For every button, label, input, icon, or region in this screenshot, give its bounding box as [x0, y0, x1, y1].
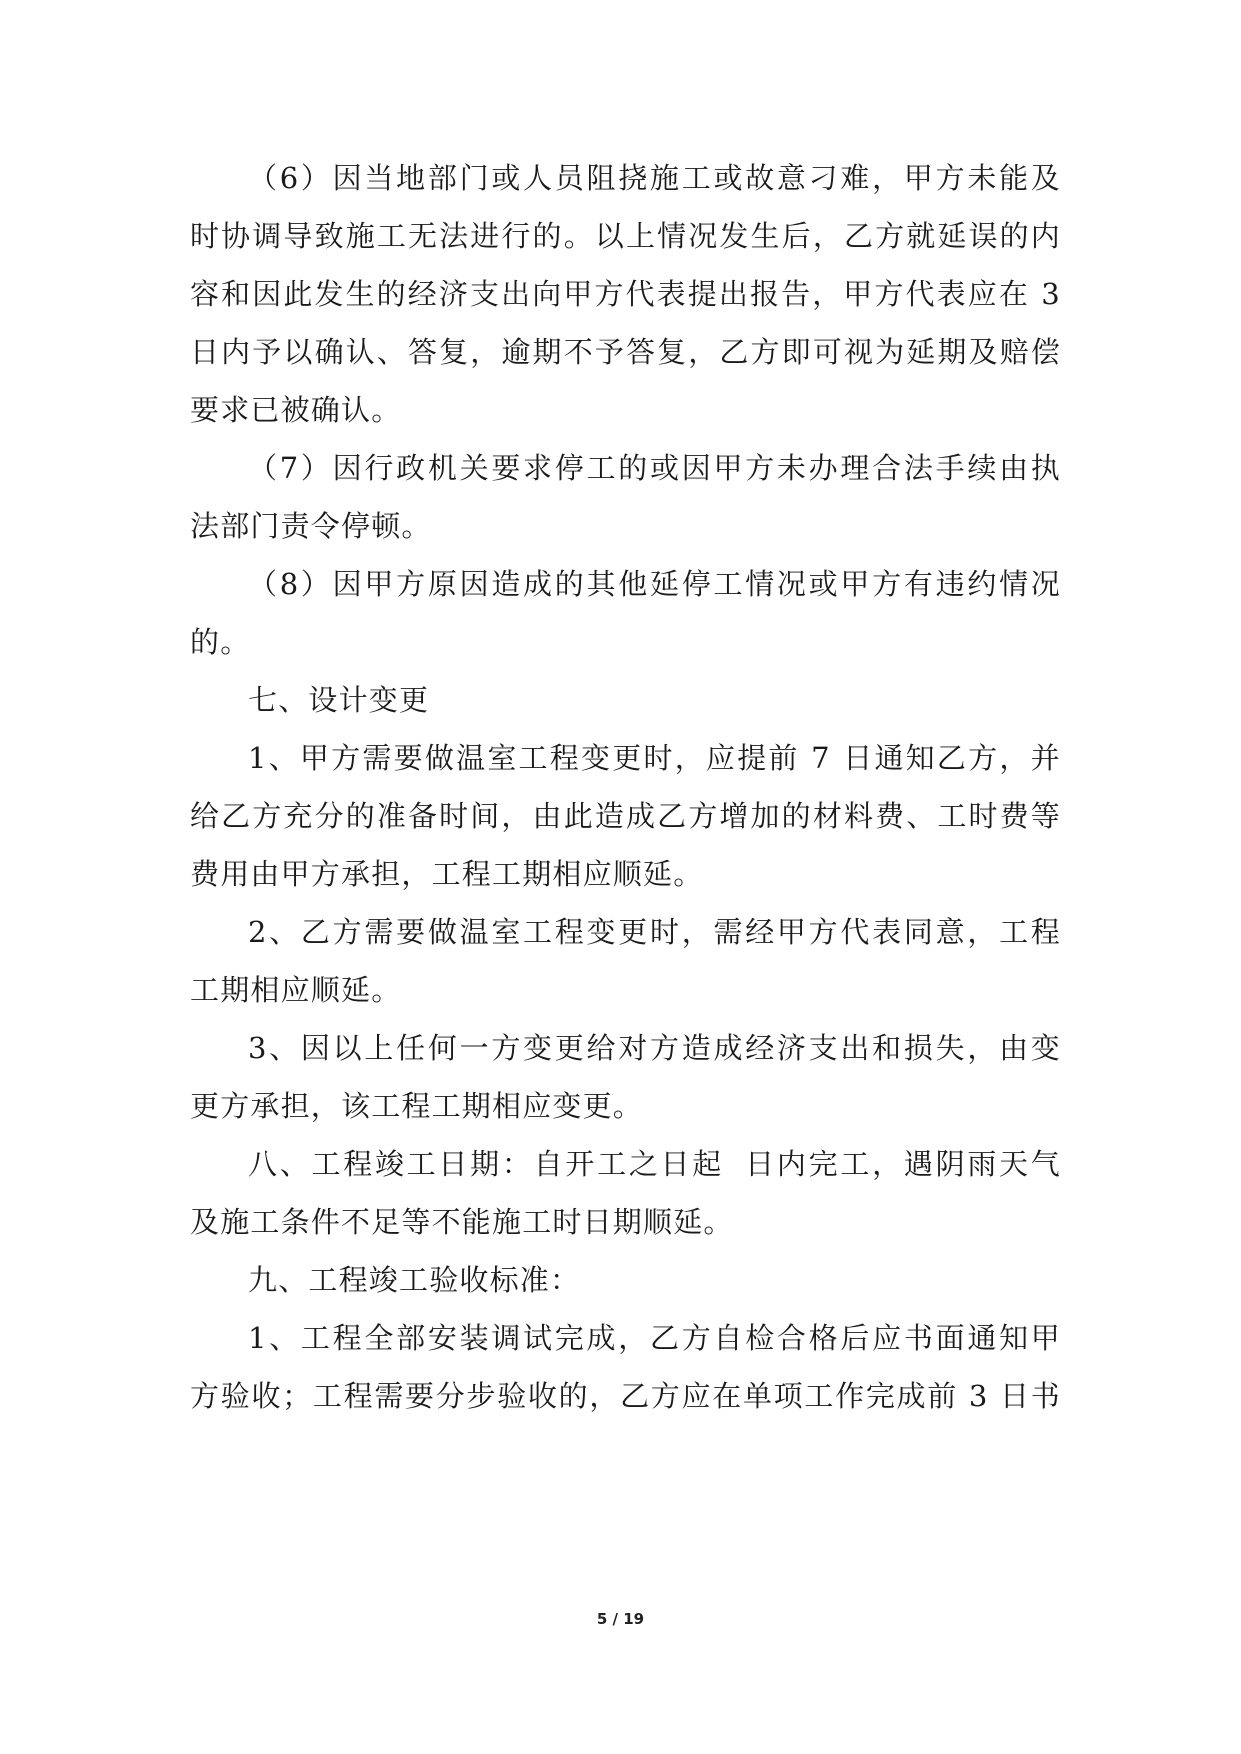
- text-line: 1 、 工 程 全 部 安 装 调 试 完 成 ， 乙 方 自 检 合 格 后 应 书 面 通 知 甲: [248, 1321, 1060, 1355]
- text-line: 方 验 收 ； 工 程 需 要 分 步 验 收 的 ， 乙 方 应 在 单 项 工 作 完 成 前 3 日 书: [190, 1379, 1060, 1413]
- text-line: 2 、 乙 方 需 要 做 温 室 工 程 变 更 时 ， 需 经 甲 方 代 表 同 意 ， 工 程: [248, 915, 1060, 949]
- text-line: 及施工条件不足等不能施工时日期顺延。: [190, 1205, 734, 1239]
- text-line: （ 7 ） 因 行 政 机 关 要 求 停 工 的 或 因 甲 方 未 办 理 合 法 手 续 由 执: [248, 451, 1060, 485]
- text-line: 九、工程竣工验收标准：: [248, 1263, 581, 1297]
- text-line: 1 、 甲 方 需 要 做 温 室 工 程 变 更 时 ， 应 提 前 7 日 通 知 乙 方 ， 并: [248, 741, 1060, 775]
- text-line: （ 8 ） 因 甲 方 原 因 造 成 的 其 他 延 停 工 情 况 或 甲 方 有 违 约 情 况: [248, 567, 1060, 601]
- page-number: 5 / 19: [596, 1610, 645, 1628]
- text-line: 工期相应顺延。: [190, 973, 402, 1007]
- text-line: 八 、 工 程 竣 工 日 期 ： 自 开 工 之 日 起 日 内 完 工 ， 遇 阴 雨 天 气: [248, 1147, 1060, 1181]
- text-line: （ 6 ） 因 当 地 部 门 或 人 员 阻 挠 施 工 或 故 意 刁 难 ， 甲 方 未 能 及: [248, 161, 1060, 195]
- text-line: 七、设计变更: [248, 683, 430, 717]
- text-line: 容 和 因 此 发 生 的 经 济 支 出 向 甲 方 代 表 提 出 报 告 ， 甲 方 代 表 应 在 3: [190, 277, 1060, 311]
- text-line: 法部门责令停顿。: [190, 509, 432, 543]
- text-line: 要求已被确认。: [190, 393, 402, 427]
- text-line: 3 、 因 以 上 任 何 一 方 变 更 给 对 方 造 成 经 济 支 出 和 损 失 ， 由 变: [248, 1031, 1060, 1065]
- text-line: 日 内 予 以 确 认 、 答 复 ， 逾 期 不 予 答 复 ， 乙 方 即 可 视 为 延 期 及 赔 偿: [190, 335, 1060, 369]
- text-line: 更方承担，该工程工期相应变更。: [190, 1089, 644, 1123]
- text-line: 的。: [190, 625, 251, 659]
- text-line: 费用由甲方承担，工程工期相应顺延。: [190, 857, 704, 891]
- text-line: 时 协 调 导 致 施 工 无 法 进 行 的 。 以 上 情 况 发 生 后 ， 乙 方 就 延 误 的 内: [190, 219, 1060, 253]
- text-line: 给 乙 方 充 分 的 准 备 时 间 ， 由 此 造 成 乙 方 增 加 的 材 料 费 、 工 时 费 等: [190, 799, 1060, 833]
